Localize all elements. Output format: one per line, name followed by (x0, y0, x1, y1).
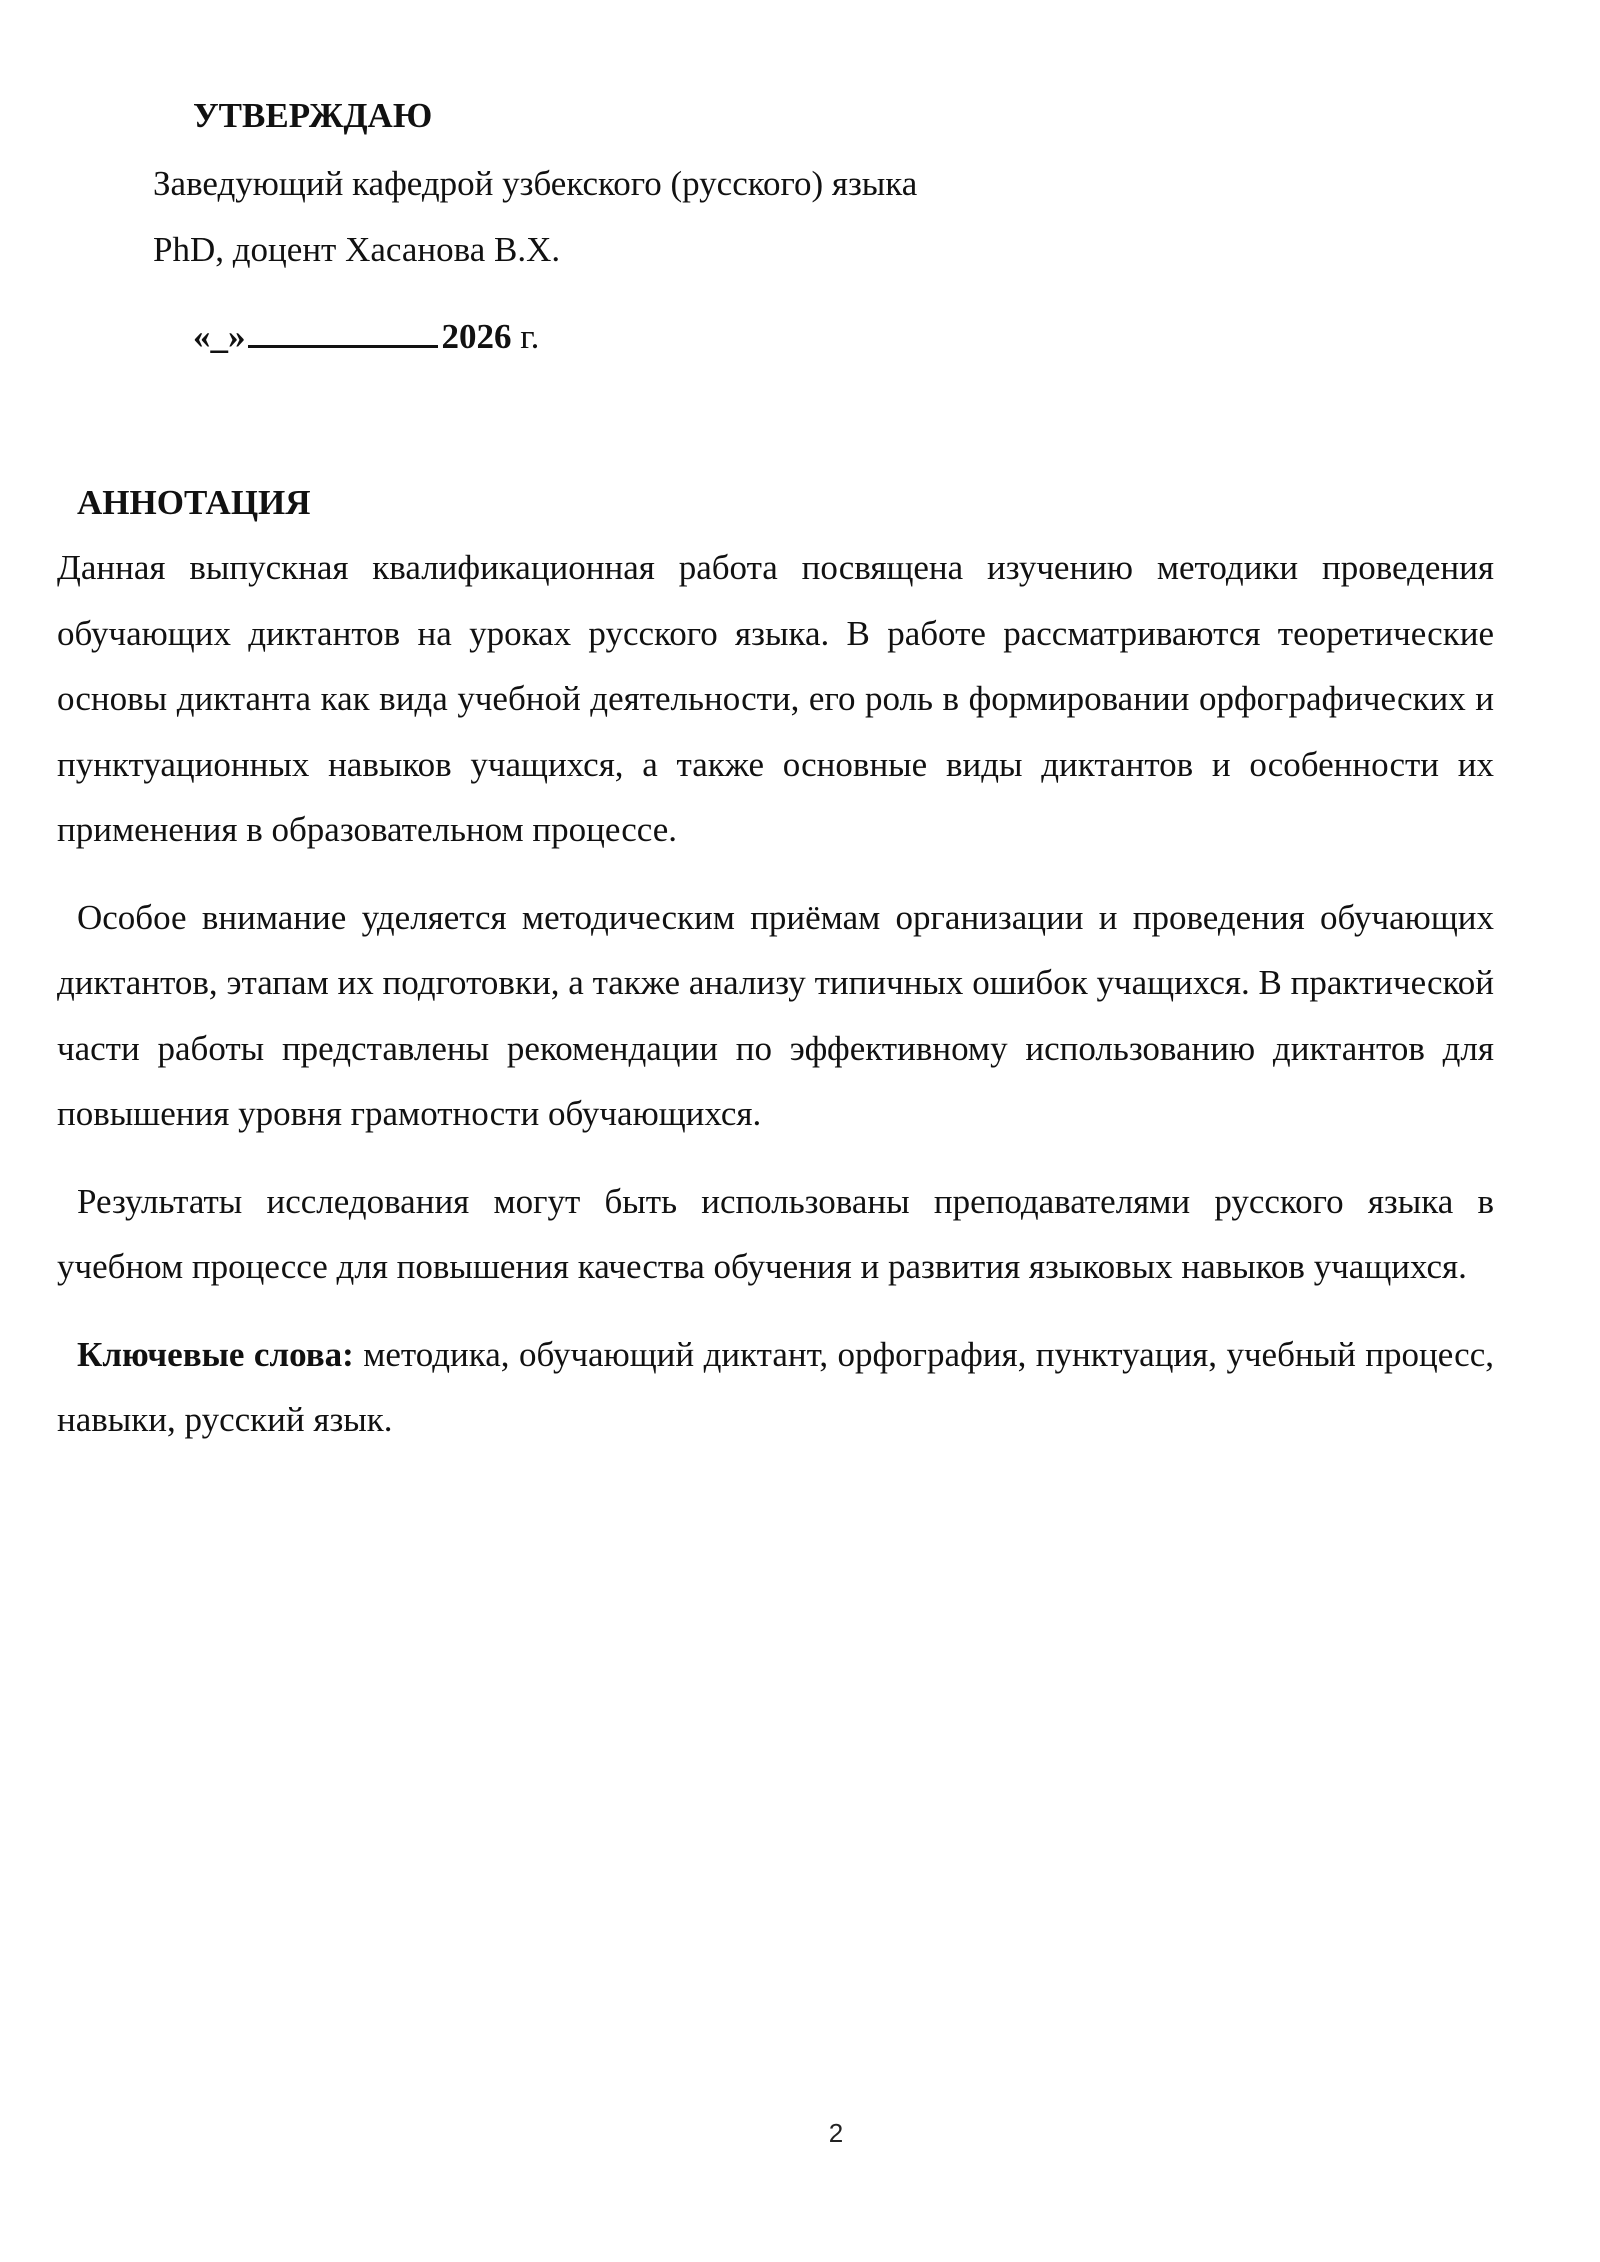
date-year: 2026 (441, 317, 512, 356)
keywords-text: методика, обучающий диктант, орфография, пунктуация, учебный процесс, навыки, русский язык. (57, 1334, 1494, 1439)
annotation-paragraph: Данная выпускная квалификационная работа посвящена изучению методики проведения обучающих диктантов на уроках русского языка. В работе рассматриваются теоретические основы диктанта как вида учебной деятельности, его роль в формировании орфографических и пунктуационных навыков учащихся, а также основные виды диктантов и особенности их применения в образовательном процессе. (57, 548, 1494, 849)
keywords-label: Ключевые слова: (77, 1334, 354, 1374)
approval-name: PhD, доцент Хасанова В.Х. (153, 230, 561, 269)
date-day: «_» (193, 317, 246, 356)
keywords-paragraph (57, 1322, 1494, 1453)
annotation-section (57, 470, 1494, 1475)
annotation-paragraph: Особое внимание уделяется методическим приёмам организации и проведения обучающих диктантов, этапам их подготовки, а также анализу типичных ошибок учащихся. В практической части работы представлены рекомендации по эффективному использованию диктантов для повышения уровня грамотности обучающихся. (57, 897, 1494, 1133)
approval-title: УТВЕРЖДАЮ (193, 96, 433, 135)
date-month-blank (248, 317, 438, 348)
annotation-heading: АННОТАЦИЯ (77, 483, 311, 522)
annotation-paragraph: Результаты исследования могут быть использованы преподавателями русского языка в учебном процессе для повышения качества обучения и развития языковых навыков учащихся. (57, 1181, 1494, 1286)
page-number: 2 (828, 2118, 844, 2148)
approval-date (193, 317, 539, 354)
approval-position: Заведующий кафедрой узбекского (русского) языка (153, 164, 918, 203)
date-suffix: г. (520, 317, 540, 356)
